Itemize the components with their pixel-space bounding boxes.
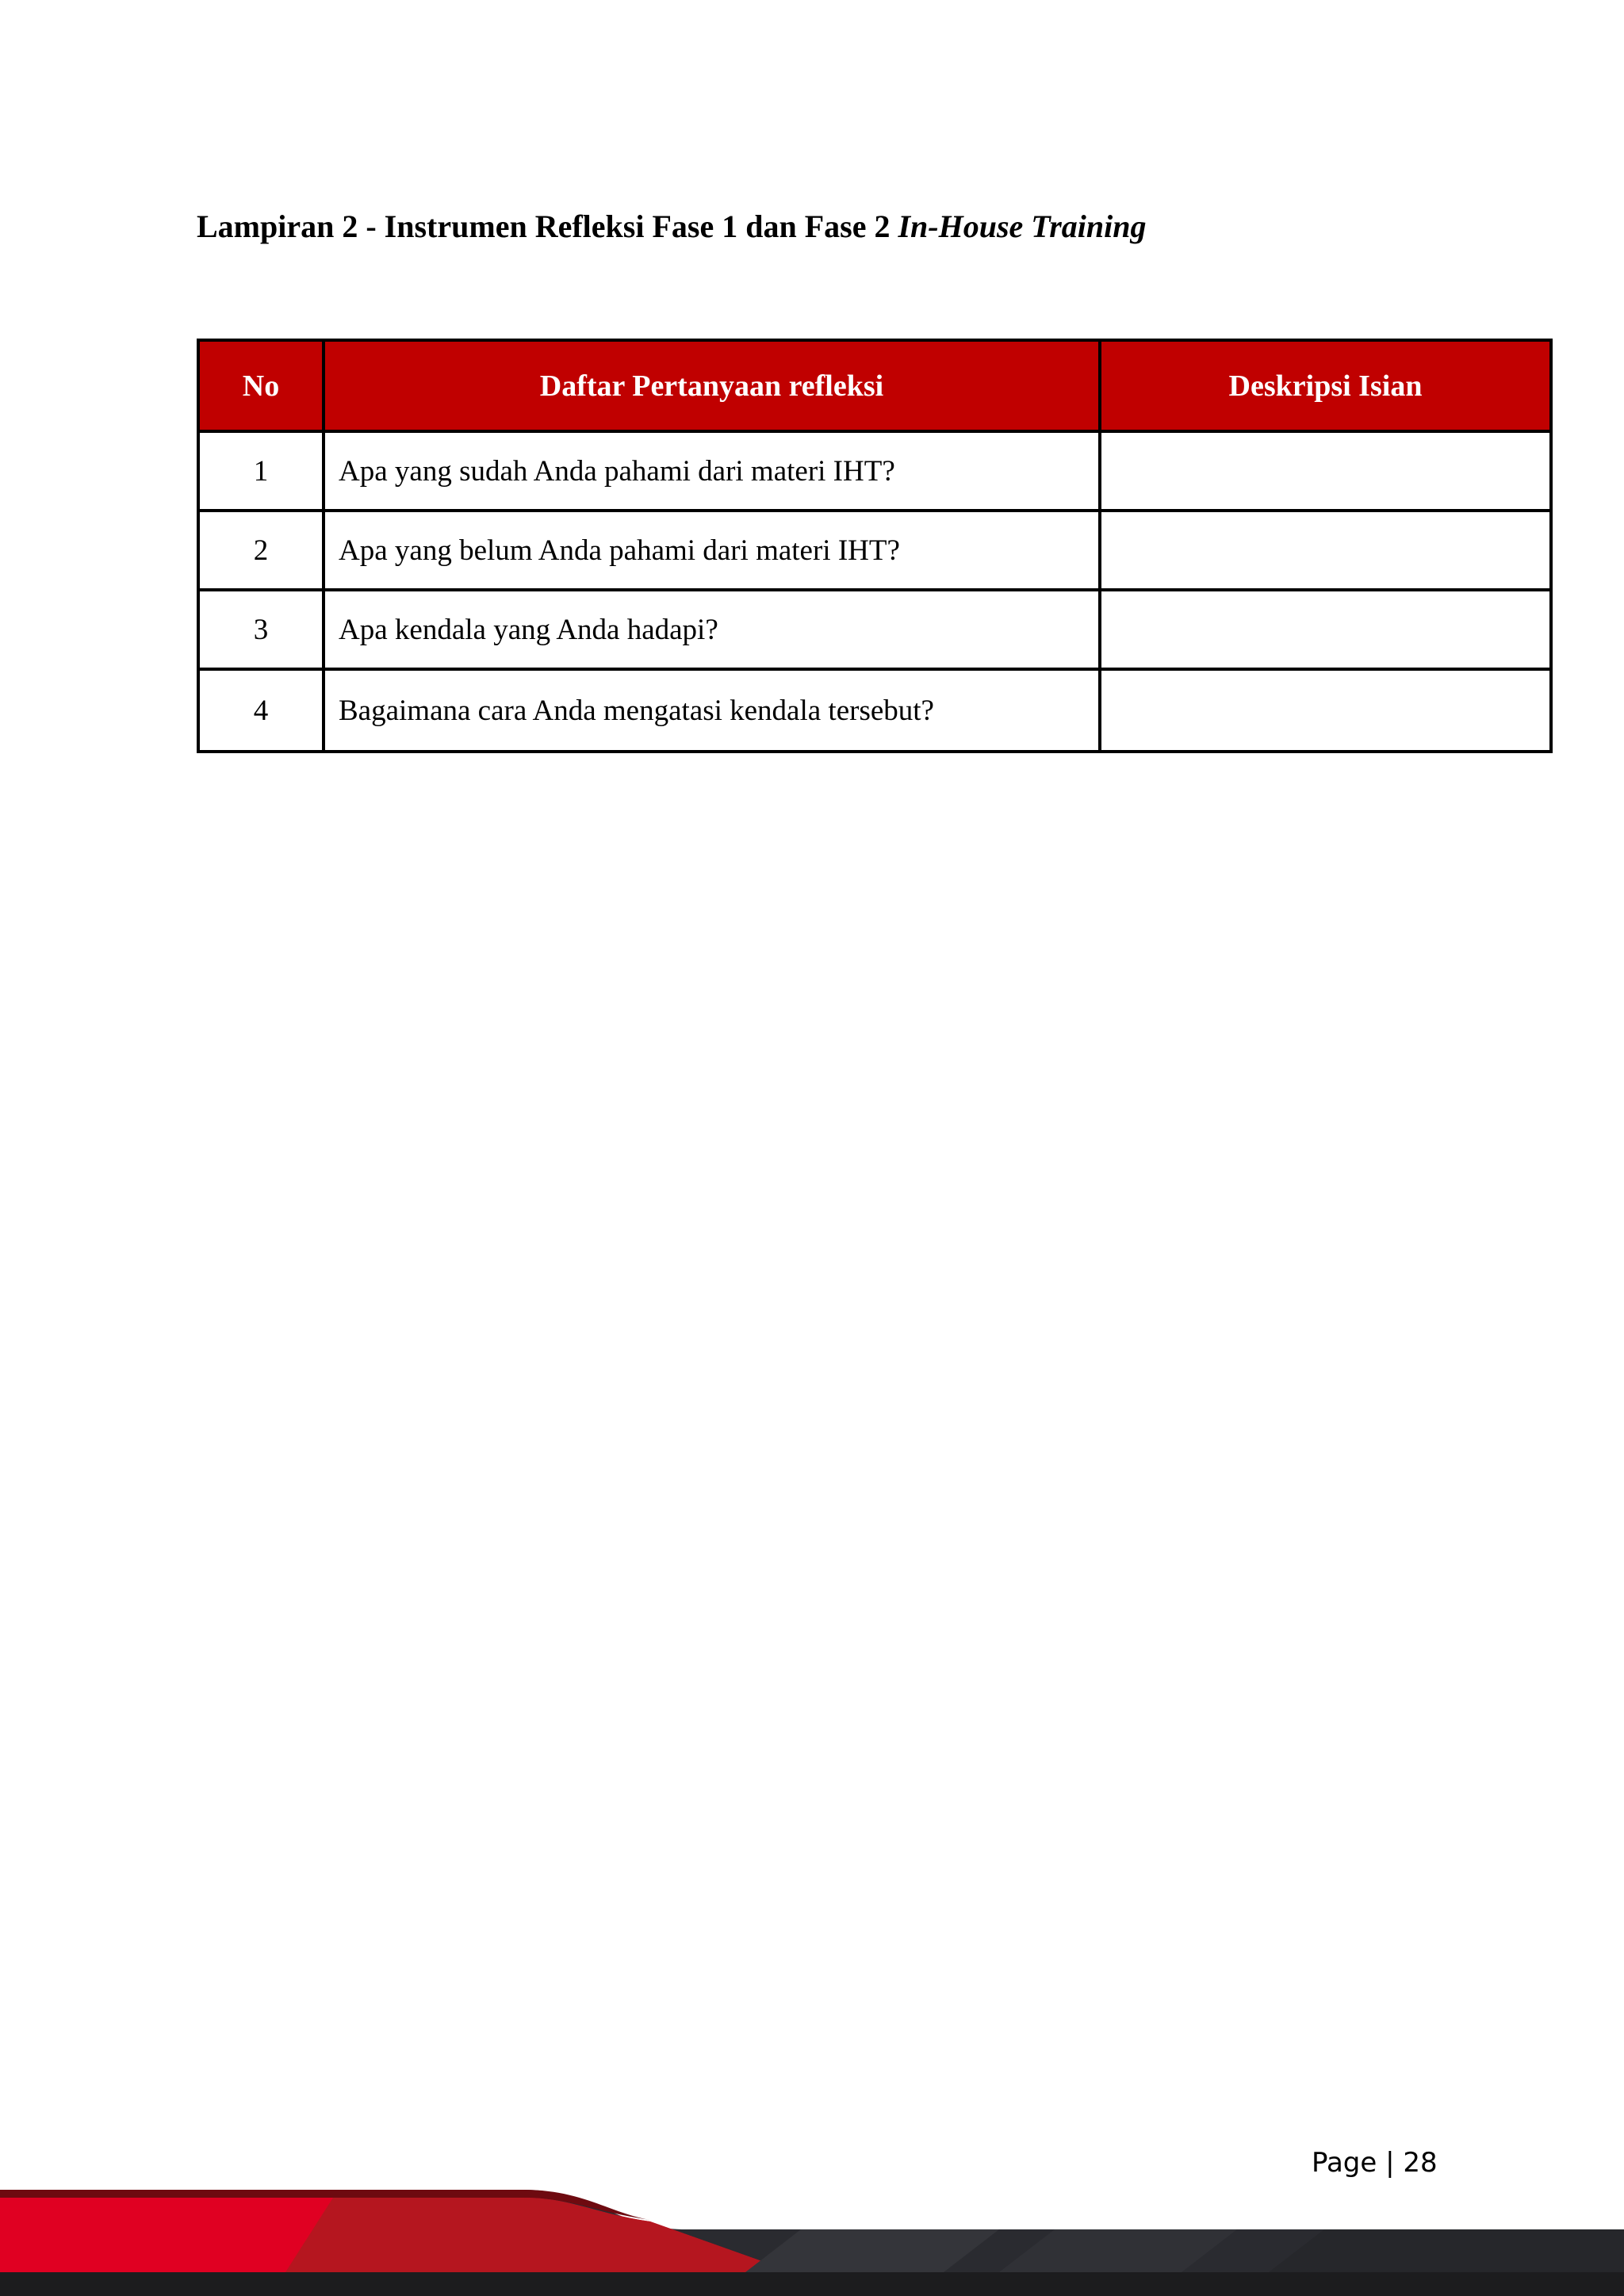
- header-no: No: [198, 340, 324, 431]
- footer-shade-3: [1269, 2229, 1624, 2272]
- page-title-main: Lampiran 2 - Instrumen Refleksi Fase 1 dan Fase 2: [197, 209, 898, 244]
- row-number: 3: [198, 590, 324, 669]
- table-row: [198, 669, 1551, 752]
- header-description: Deskripsi Isian: [1100, 340, 1551, 431]
- row-number: 4: [198, 669, 324, 752]
- row-description-cell[interactable]: [1100, 669, 1551, 752]
- table-row: [198, 590, 1551, 669]
- row-description-cell[interactable]: [1100, 511, 1551, 590]
- row-question: Apa yang sudah Anda pahami dari materi IHT?: [324, 431, 1100, 511]
- row-number: 2: [198, 511, 324, 590]
- row-description-cell[interactable]: [1100, 590, 1551, 669]
- table-header-row: [198, 340, 1551, 431]
- reflection-table: [197, 339, 1553, 753]
- table-row: [198, 511, 1551, 590]
- row-number: 1: [198, 431, 324, 511]
- page-title: [197, 208, 1147, 245]
- page-number: Page | 28: [1312, 2147, 1438, 2179]
- row-question: Bagaimana cara Anda mengatasi kendala tersebut?: [324, 669, 1100, 752]
- table-row: [198, 431, 1551, 511]
- row-question: Apa yang belum Anda pahami dari materi IHT?: [324, 511, 1100, 590]
- row-description-cell[interactable]: [1100, 431, 1551, 511]
- row-question: Apa kendala yang Anda hadapi?: [324, 590, 1100, 669]
- page-title-italic: In-House Training: [898, 209, 1147, 244]
- footer-dark-base: [0, 2272, 1624, 2296]
- header-question: Daftar Pertanyaan refleksi: [324, 340, 1100, 431]
- footer-decorative-band: [0, 2172, 1624, 2296]
